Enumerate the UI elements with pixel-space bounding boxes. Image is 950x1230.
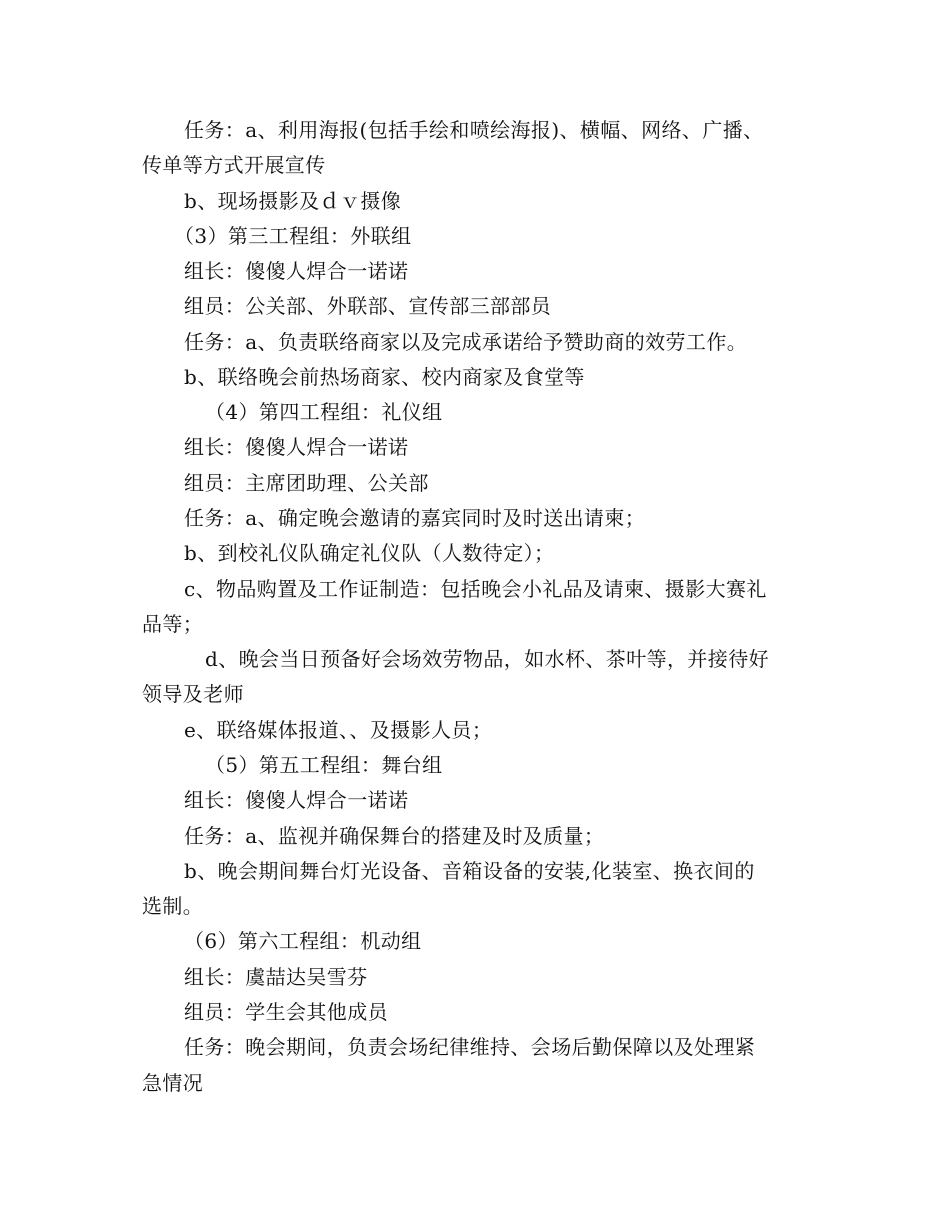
text-line-23: 选制。 (142, 894, 204, 918)
text-line-28: 急情况 (142, 1071, 204, 1095)
text-line-15: 品等； (142, 612, 204, 636)
text-line-3: b、现场摄影及ｄｖ摄像 (184, 189, 402, 213)
text-line-20: 组长：傻傻人焊合一诺诺 (184, 788, 409, 812)
text-line-1: 任务：a、利用海报(包括手绘和喷绘海报)、横幅、网络、广播、 (184, 118, 764, 142)
text-line-21: 任务：a、监视并确保舞台的搭建及时及质量； (184, 824, 605, 848)
text-line-26: 组员：学生会其他成员 (184, 1000, 388, 1024)
text-line-6: 组员：公关部、外联部、宣传部三部部员 (184, 294, 552, 318)
text-line-12: 任务：a、确定晚会邀请的嘉宾同时及时送出请柬； (184, 506, 646, 530)
section-heading-3: （3）第三工程组：外联组 (174, 224, 412, 248)
text-line-27: 任务：晚会期间，负责会场纪律维持、会场后勤保障以及处理紧 (184, 1035, 756, 1059)
text-line-16: d、晚会当日预备好会场效劳物品，如水杯、茶叶等，并接待好 (205, 647, 770, 671)
text-line-2: 传单等方式开展宣传 (142, 153, 326, 177)
text-line-13: b、到校礼仪队确定礼仪队（人数待定）； (184, 541, 555, 565)
text-line-5: 组长：傻傻人焊合一诺诺 (184, 259, 409, 283)
section-heading-5: （5）第五工程组：舞台组 (205, 753, 443, 777)
text-line-17: 领导及老师 (142, 682, 244, 706)
section-heading-6: （6）第六工程组：机动组 (184, 929, 422, 953)
text-line-22: b、晚会期间舞台灯光设备、音箱设备的安装,化装室、换衣间的 (184, 859, 755, 883)
section-heading-4: （4）第四工程组：礼仪组 (205, 400, 443, 424)
text-line-25: 组长：虞喆达吴雪芬 (184, 965, 368, 989)
text-line-11: 组员：主席团助理、公关部 (184, 471, 429, 495)
text-line-18: e、联络媒体报道、、及摄影人员； (184, 718, 493, 742)
text-line-7: 任务：a、负责联络商家以及完成承诺给予赞助商的效劳工作。 (184, 330, 748, 354)
text-line-14: c、物品购置及工作证制造：包括晚会小礼品及请柬、摄影大赛礼 (184, 577, 767, 601)
text-line-10: 组长：傻傻人焊合一诺诺 (184, 435, 409, 459)
text-line-8: b、联络晚会前热场商家、校内商家及食堂等 (184, 365, 585, 389)
